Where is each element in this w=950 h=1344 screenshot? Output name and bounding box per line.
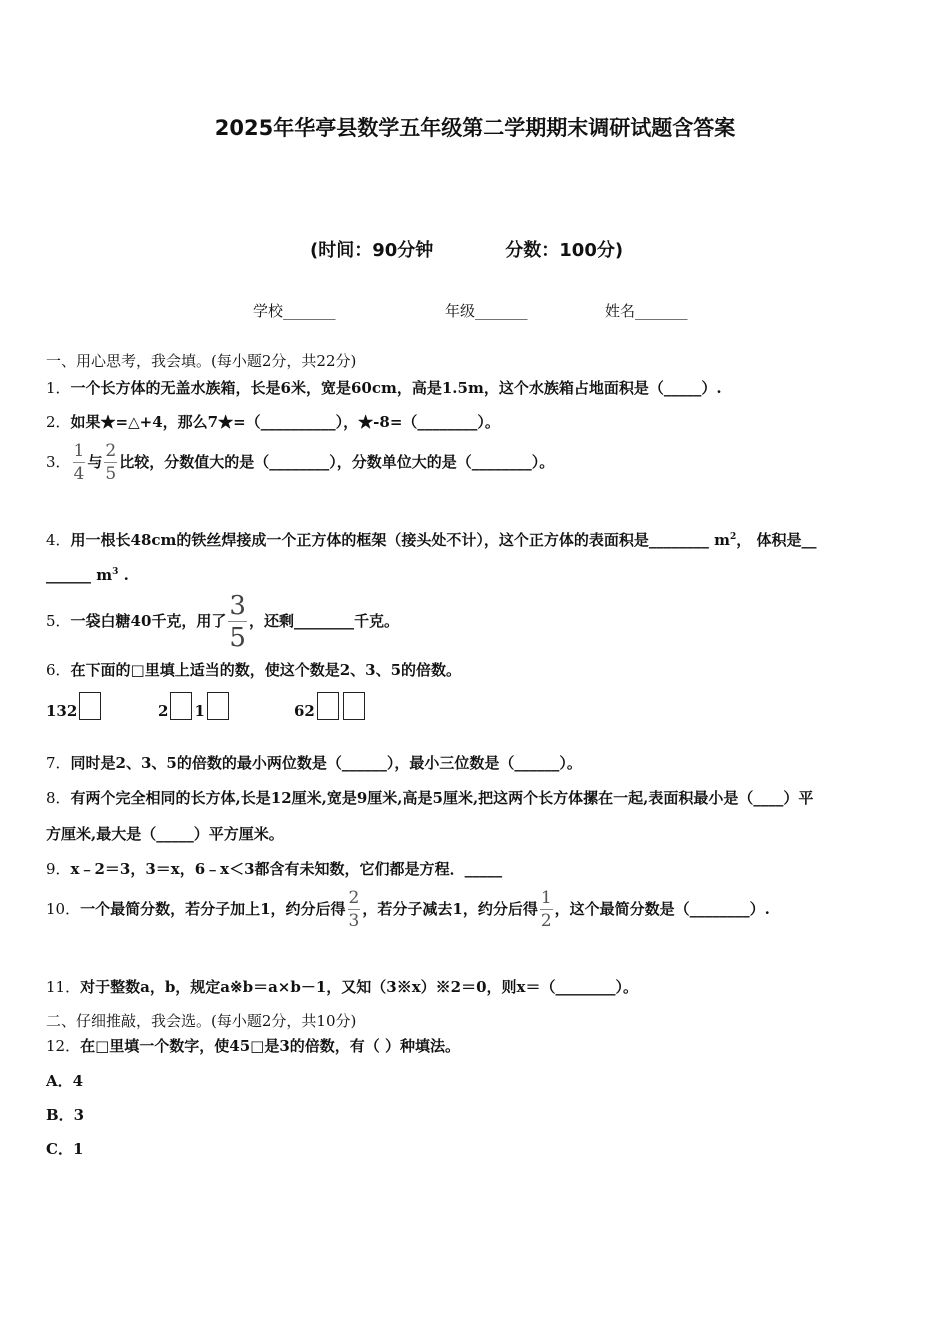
question-number: 11．: [46, 978, 81, 996]
question-8-continued: [46, 823, 284, 844]
fraction-one-half: $\frac{1}{2}$: [540, 888, 552, 931]
question-7: [46, 752, 582, 773]
question-text: ，还剩________千克。: [248, 612, 399, 630]
superscript: 3: [112, 567, 119, 577]
question-number: 6．: [46, 661, 71, 679]
question-number: 12．: [46, 1037, 81, 1055]
grade-field: 年级_______: [445, 302, 528, 320]
answer-box[interactable]: [170, 692, 192, 720]
name-field: 姓名_______: [605, 302, 688, 320]
question-text: 同时是2、3、5的倍数的最小两位数是（______），最小三位数是（______）。: [70, 754, 582, 772]
question-6-item-c: [294, 692, 367, 720]
question-6-item-b: [158, 692, 231, 720]
question-number: 9．: [46, 860, 71, 878]
question-8: [46, 787, 813, 808]
answer-box[interactable]: [343, 692, 365, 720]
question-text: ， 体积是__: [736, 531, 817, 549]
number-prefix: 62: [294, 702, 315, 720]
question-number: 1．: [46, 379, 71, 397]
question-text: 一袋白糖40千克，用了: [70, 612, 227, 630]
question-number: 8．: [46, 789, 71, 807]
question-number: 5．: [46, 612, 71, 630]
answer-box[interactable]: [317, 692, 339, 720]
fraction-two-fifths: $\frac{2}{5}$: [105, 441, 117, 484]
question-10: [46, 890, 770, 930]
question-text: 与: [87, 453, 103, 471]
question-3: [46, 443, 554, 483]
number-prefix: 132: [46, 702, 78, 720]
question-text: ，这个最简分数是（________）.: [554, 900, 770, 918]
question-6: [46, 659, 461, 680]
question-text: ，若分子减去1，约分后得: [362, 900, 538, 918]
question-text: 对于整数a，b，规定a※b＝a×b－1，又知（3※x）※2＝0，则x＝（________）。: [80, 978, 638, 996]
section-2-heading: 二、仔细推敲，我会选。(每小题2分，共10分): [46, 1012, 357, 1030]
question-11: [46, 976, 638, 997]
question-number: 2．: [46, 413, 71, 431]
question-1: [46, 377, 722, 398]
question-text: 如果★=△+4，那么7★=（__________），★-8=（________）。: [70, 413, 500, 431]
answer-box[interactable]: [79, 692, 101, 720]
question-number: 7．: [46, 754, 71, 772]
section-1-heading: 一、用心思考，我会填。(每小题2分，共22分): [46, 352, 357, 370]
question-text: 在□里填一个数字，使45□是3的倍数，有（ ）种填法。: [80, 1037, 460, 1055]
exam-score: 分数：100分): [505, 240, 624, 261]
number-middle: 1: [194, 702, 205, 720]
answer-box[interactable]: [207, 692, 229, 720]
question-text: ______ m: [46, 566, 113, 584]
question-text: 一个长方体的无盖水族箱，长是6米，宽是60cm，高是1.5m，这个水族箱占地面积是（_____）.: [70, 379, 722, 397]
document-title: 2025年华亭县数学五年级第二学期期末调研试题含答案: [214, 116, 736, 140]
question-text: 比较，分数值大的是（________），分数单位大的是（________）。: [119, 453, 555, 471]
exam-time: (时间：90分钟: [310, 240, 434, 261]
fraction-three-fifths: $\frac{3}{5}$: [229, 591, 246, 653]
question-number: 3．: [46, 453, 71, 471]
question-4-continued: [46, 566, 129, 584]
question-4: [46, 529, 817, 550]
question-12: [46, 1035, 460, 1056]
question-text: 一个最简分数，若分子加上1，约分后得: [80, 900, 346, 918]
question-text: 在下面的□里填上适当的数，使这个数是2、3、5的倍数。: [70, 661, 462, 679]
question-text: .: [118, 566, 129, 584]
question-text: x﹣2＝3，3＝x，6﹣x＜3都含有未知数，它们都是方程．_____: [70, 860, 503, 878]
question-text: 有两个完全相同的长方体,长是12厘米,宽是9厘米,高是5厘米,把这两个长方体摞在一起,表面积最小是（____）平: [70, 789, 814, 807]
question-number: 4．: [46, 531, 71, 549]
option-c[interactable]: C．1: [46, 1140, 84, 1158]
question-6-item-a: [46, 692, 103, 720]
number-prefix: 2: [158, 702, 169, 720]
option-a[interactable]: A．4: [46, 1072, 84, 1090]
question-text: 用一根长48cm的铁丝焊接成一个正方体的框架（接头处不计），这个正方体的表面积是________ m: [70, 531, 731, 549]
question-number: 10．: [46, 900, 81, 918]
fraction-one-quarter: $\frac{1}{4}$: [73, 441, 85, 484]
question-5: [46, 593, 399, 651]
exam-meta: [310, 236, 623, 262]
school-field: 学校_______: [253, 302, 336, 320]
option-b[interactable]: B．3: [46, 1106, 85, 1124]
fraction-two-thirds: $\frac{2}{3}$: [348, 888, 360, 931]
superscript: 2: [730, 532, 737, 542]
question-9: [46, 858, 502, 879]
question-2: [46, 411, 500, 432]
question-text: 方厘米,最大是（_____）平方厘米。: [46, 825, 284, 843]
